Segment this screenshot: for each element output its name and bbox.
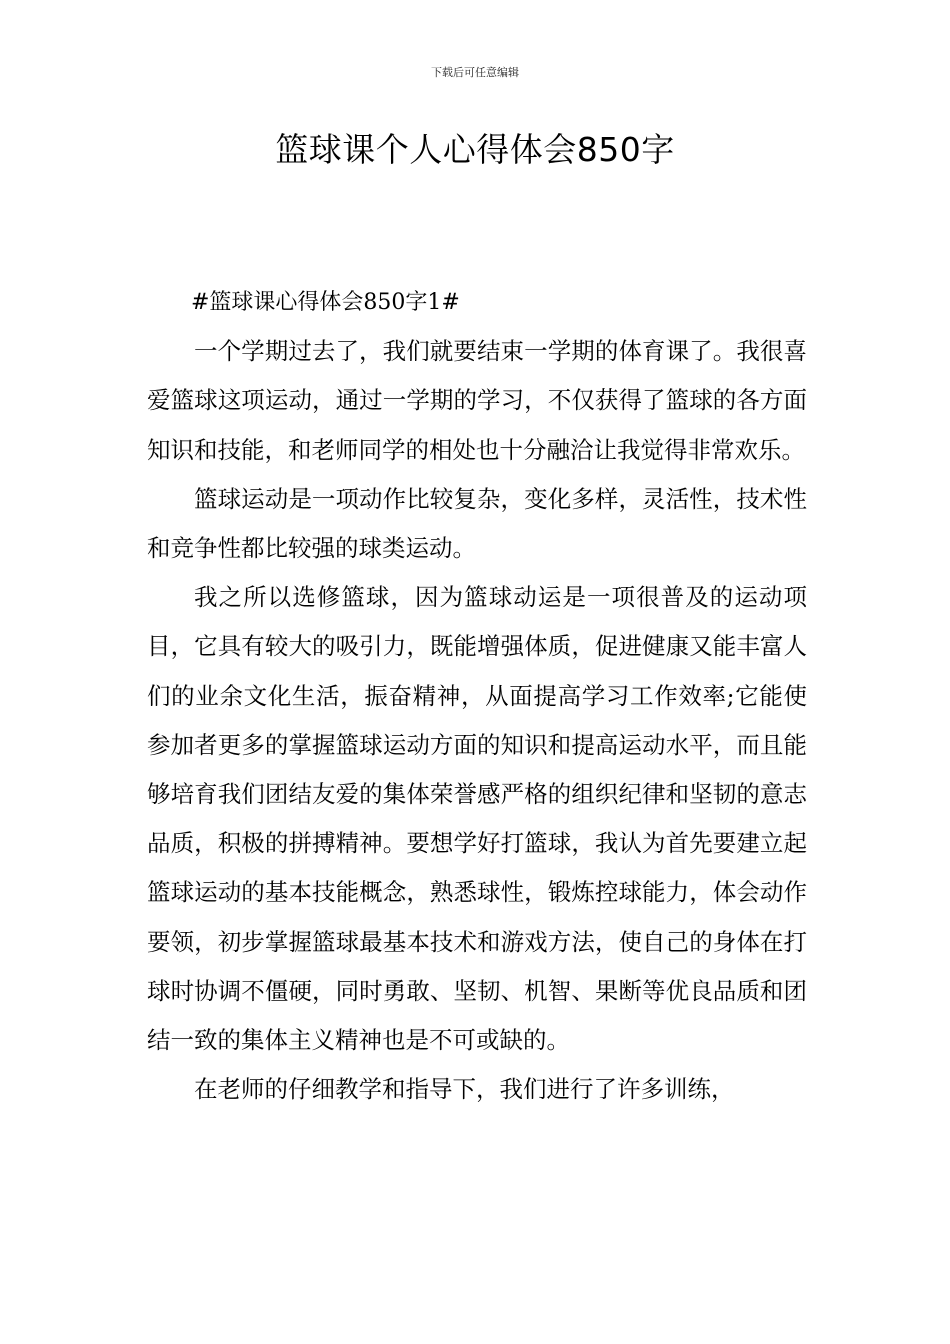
- section-heading: #篮球课心得体会850字1#: [191, 290, 460, 315]
- paragraph: 在老师的仔细教学和指导下，我们进行了许多训练，: [194, 1075, 735, 1104]
- paragraph: 一个学期过去了，我们就要结束一学期的体育课了。我很喜爱篮球这项运动，通过一学期的学习，不仅获得了篮球的各方面知识和技能，和老师同学的相处也十分融洽让我觉得非常欢乐。: [147, 337, 807, 464]
- header-note: 下载后可任意编辑: [431, 66, 519, 79]
- paragraph: 我之所以选修篮球，因为篮球动运是一项很普及的运动项目，它具有较大的吸引力，既能增强体质，促进健康又能丰富人们的业余文化生活，振奋精神，从面提高学习工作效率;它能使参加者更多的掌握篮球运动方面的知识和提高运动水平，而且能够培育我们团结友爱的集体荣誉感严格的组织纪律和坚韧的意志品质，积极的拼搏精神。要想学好打篮球，我认为首先要建立起篮球运动的基本技能概念，熟悉球性，锻炼控球能力，体会动作要领，初步掌握篮球最基本技术和游戏方法，使自己的身体在打球时协调不僵硬，同时勇敢、坚韧、机智、果断等优良品质和团结一致的集体主义精神也是不可或缺的。: [147, 583, 807, 1055]
- document-title: 篮球课个人心得体会850字: [275, 130, 675, 169]
- paragraph: 篮球运动是一项动作比较复杂，变化多样，灵活性，技术性和竞争性都比较强的球类运动。: [147, 484, 807, 563]
- document-body: [147, 278, 807, 1114]
